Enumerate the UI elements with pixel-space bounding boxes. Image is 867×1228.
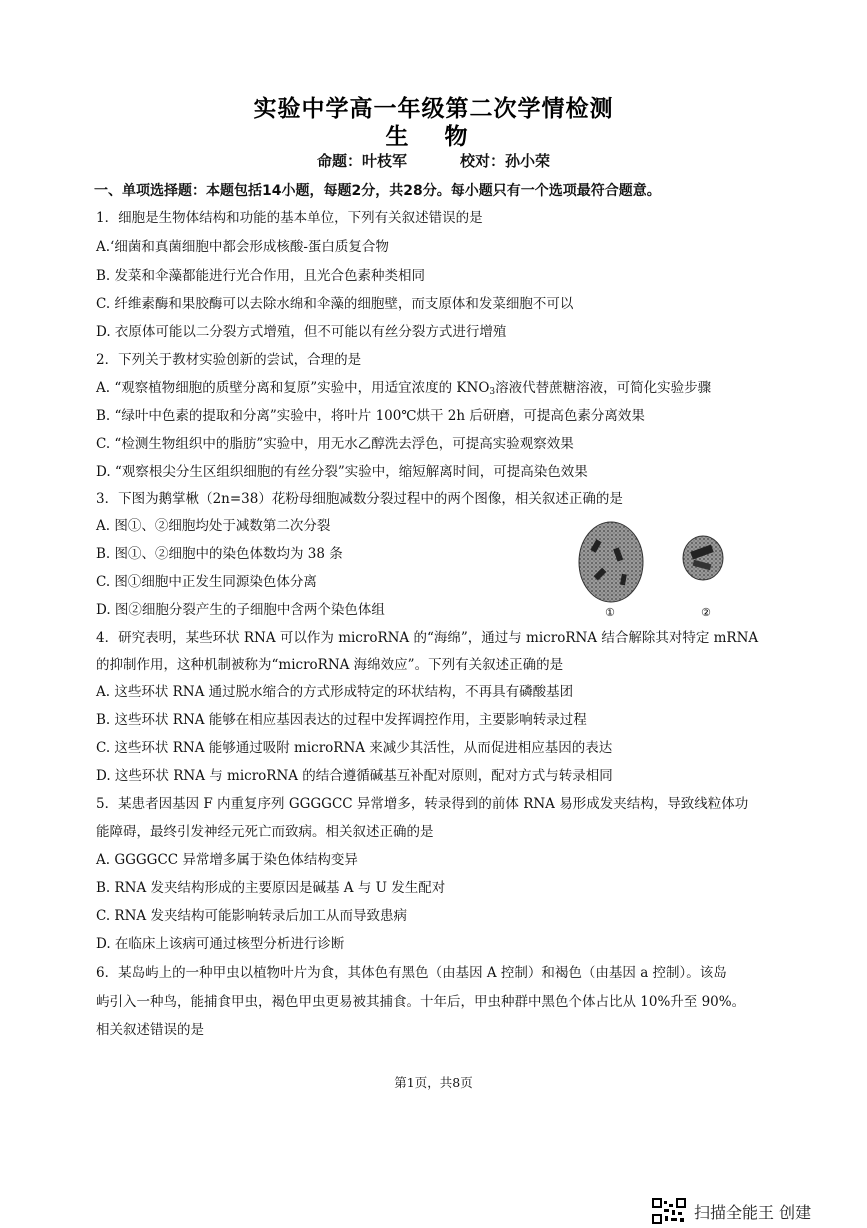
page-number: 第1页，共8页	[394, 1075, 473, 1090]
question-6-stem-line-1: 6．某岛屿上的一种甲虫以植物叶片为食，其体色有黑色（由基因 A 控制）和褐色（由基因 a 控制）。该岛	[96, 965, 727, 981]
cell-1-label: ①	[605, 606, 615, 619]
question-2-stem: 2．下列关于教材实验创新的尝试，合理的是	[96, 352, 362, 368]
question-4-option-d: D. 这些环状 RNA 与 microRNA 的结合遵循碱基互补配对原则，配对方式与转录相同	[96, 768, 613, 784]
question-1-option-d: D. 衣原体可能以二分裂方式增殖，但不可能以有丝分裂方式进行增殖	[96, 324, 507, 340]
question-3-option-b: B. 图①、②细胞中的染色体数均为 38 条	[96, 546, 343, 562]
cell-1-image	[579, 522, 643, 602]
question-5-option-b: B. RNA 发夹结构形成的主要原因是碱基 A 与 U 发生配对	[96, 880, 446, 896]
cell-2-image	[683, 536, 723, 580]
qr-code-icon	[652, 1198, 686, 1224]
question-1-option-b: B. 发菜和伞藻都能进行光合作用，且光合色素种类相同	[96, 268, 426, 284]
question-5-option-d: D. 在临床上该病可通过核型分析进行诊断	[96, 936, 345, 952]
question-6-stem-line-2: 屿引入一种鸟，能捕食甲虫，褐色甲虫更易被其捕食。十年后，甲虫种群中黑色个体占比从 10%升至 90%。	[96, 994, 746, 1010]
checker-label: 校对：孙小荣	[460, 152, 551, 170]
cell-images	[575, 518, 735, 623]
question-2-option-d: D. “观察根尖分生区组织细胞的有丝分裂”实验中，缩短解离时间，可提高染色效果	[96, 464, 588, 480]
question-5-stem-line-2: 能障碍，最终引发神经元死亡而致病。相关叙述正确的是	[96, 824, 434, 840]
question-1-option-a: A.‘细菌和真菌细胞中都会形成核酸-蛋白质复合物	[96, 239, 389, 255]
subject-title: 生 物	[385, 124, 482, 150]
question-4-stem-line-2: 的抑制作用，这种机制被称为“microRNA 海绵效应”。下列有关叙述正确的是	[96, 657, 564, 673]
question-1-option-c: C. 纤维素酶和果胶酶可以去除水绵和伞藻的细胞壁，而支原体和发菜细胞不可以	[96, 296, 574, 312]
question-3-stem: 3．下图为鹅掌楸（2n=38）花粉母细胞减数分裂过程中的两个图像，相关叙述正确的是	[96, 491, 623, 507]
question-3-option-c: C. 图①细胞中正发生同源染色体分离	[96, 574, 317, 590]
question-3-option-a: A. 图①、②细胞均处于减数第二次分裂	[96, 518, 331, 534]
option-a-text-1: A. “观察植物细胞的质壁分离和复原”实验中，用适宜浓度的 KNO	[96, 380, 490, 396]
section-heading: 一、单项选择题：本题包括14小题，每题2分，共28分。每小题只有一个选项最符合题意。	[94, 183, 661, 199]
question-3-option-d: D. 图②细胞分裂产生的子细胞中含两个染色体组	[96, 602, 385, 618]
cell-2-label: ②	[701, 606, 711, 619]
question-6-stem-line-3: 相关叙述错误的是	[96, 1022, 204, 1038]
watermark-text: 扫描全能王 创建	[694, 1202, 812, 1222]
question-4-option-c: C. 这些环状 RNA 能够通过吸附 microRNA 来减少其活性，从而促进相应基因的表达	[96, 740, 613, 756]
question-2-option-b: B. “绿叶中色素的提取和分离”实验中，将叶片 100℃烘干 2h 后研磨，可提高色素分离效果	[96, 408, 645, 424]
scanner-watermark	[652, 1198, 852, 1224]
setter-label: 命题：叶枝军	[316, 152, 407, 170]
question-4-option-b: B. 这些环状 RNA 能够在相应基因表达的过程中发挥调控作用，主要影响转录过程	[96, 712, 587, 728]
question-4-stem-line-1: 4．研究表明，某些环状 RNA 可以作为 microRNA 的“海绵”，通过与 microRNA 结合解除其对特定 mRNA	[96, 630, 759, 646]
question-5-option-c: C. RNA 发夹结构可能影响转录后加工从而导致患病	[96, 908, 407, 924]
question-5-option-a: A. GGGGCC 异常增多属于染色体结构变异	[96, 852, 358, 868]
question-4-option-a: A. 这些环状 RNA 通过脱水缩合的方式形成特定的环状结构，不再具有磷酸基团	[96, 684, 574, 700]
question-2-option-c: C. “检测生物组织中的脂肪”实验中，用无水乙醇洗去浮色，可提高实验观察效果	[96, 436, 574, 452]
question-1-stem: 1．细胞是生物体结构和功能的基本单位，下列有关叙述错误的是	[96, 210, 483, 226]
exam-title: 实验中学高一年级第二次学情检测	[253, 96, 614, 122]
question-2-option-a	[96, 378, 827, 402]
author-line	[0, 150, 867, 171]
question-5-stem-line-1: 5．某患者因基因 F 内重复序列 GGGGCC 异常增多，转录得到的前体 RNA 易形成发夹结构，导致线粒体功	[96, 796, 749, 812]
meiosis-figure	[575, 518, 735, 623]
option-a-text-2: 溶液代替蔗糖溶液，可简化实验步骤	[495, 380, 712, 396]
subscript-3: 3	[489, 387, 496, 397]
